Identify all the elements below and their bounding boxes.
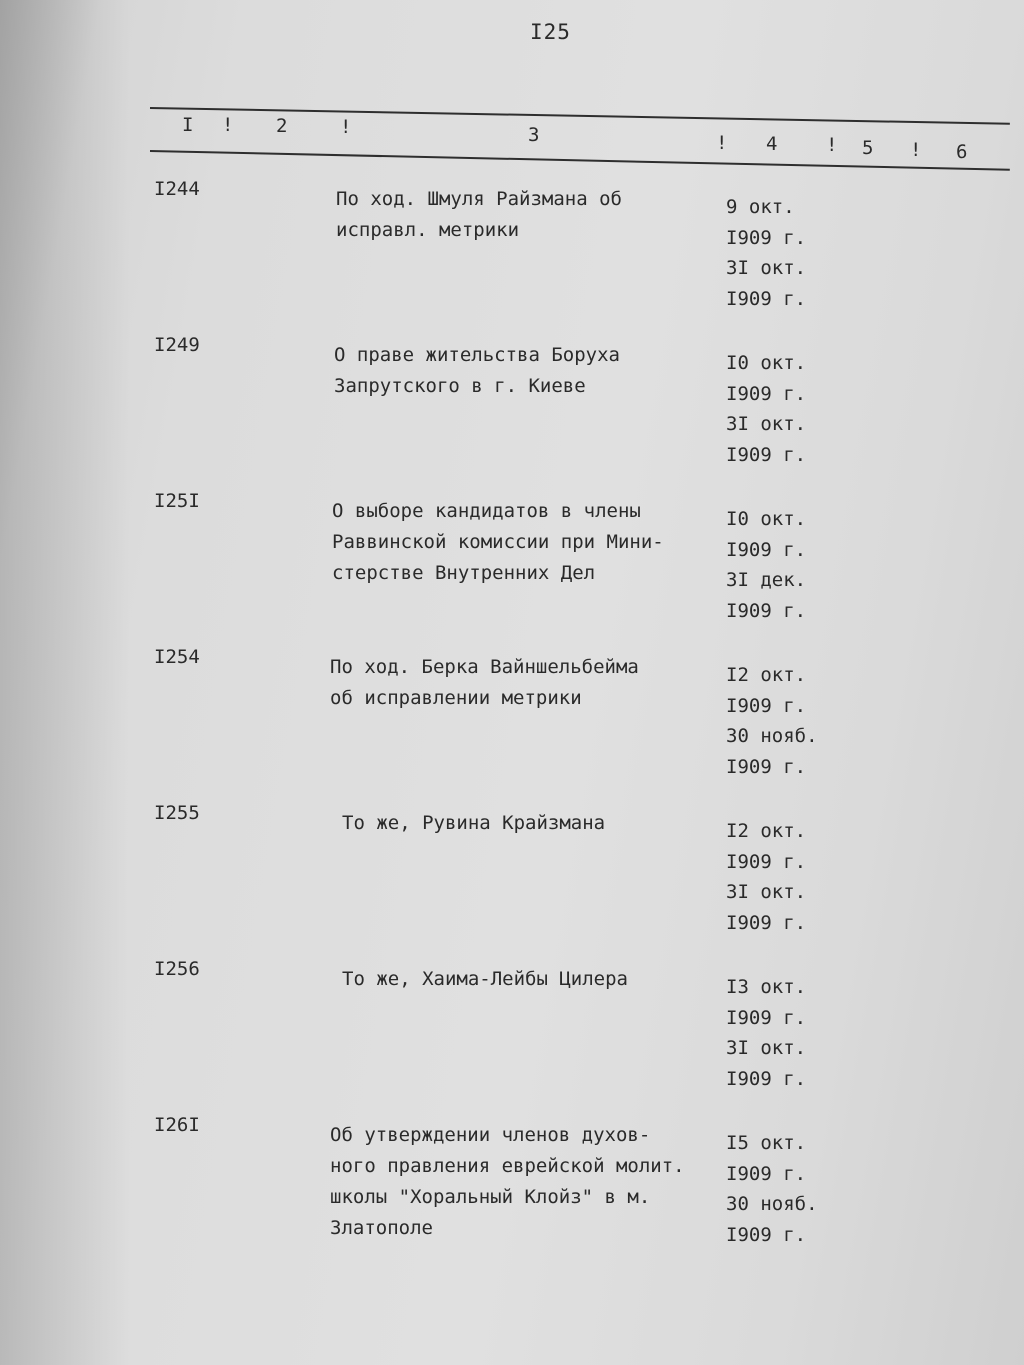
header-rule-bottom (150, 150, 1010, 171)
header-separator: ! (716, 132, 728, 154)
date-start: I0 окт. (726, 352, 807, 374)
case-dates (726, 660, 818, 782)
case-number: I254 (154, 646, 200, 668)
date-start-year: I909 г. (726, 538, 807, 561)
date-end-year: I909 г. (726, 287, 807, 310)
date-start: I5 окт. (726, 1132, 807, 1154)
header-separator: ! (340, 116, 352, 138)
header-col-4: 4 (766, 133, 778, 155)
date-start: I3 окт. (726, 976, 807, 998)
date-start: I2 окт. (726, 820, 807, 842)
table-row (0, 802, 1024, 952)
case-title: О праве жительства Боруха Запрутского в г. Киеве (334, 344, 620, 397)
date-start-year: I909 г. (726, 226, 807, 249)
case-number: I26I (154, 1114, 200, 1136)
case-title: То же, Рувина Крайзмана (342, 812, 606, 834)
date-end: 30 нояб. (726, 1193, 818, 1215)
header-separator: ! (222, 114, 234, 136)
case-dates (726, 1128, 818, 1250)
case-dates (726, 504, 806, 626)
table-row (0, 178, 1024, 328)
date-start-year: I909 г. (726, 694, 807, 717)
date-start-year: I909 г. (726, 850, 807, 873)
date-end-year: I909 г. (726, 443, 807, 466)
date-end-year: I909 г. (726, 599, 807, 622)
table-row (0, 490, 1024, 640)
date-end: 3I окт. (726, 413, 807, 435)
case-dates (726, 348, 806, 470)
table-row (0, 1114, 1024, 1264)
case-dates (726, 816, 806, 938)
case-title: По ход. Берка Вайншельбейма об исправлении метрики (330, 656, 639, 709)
page-number: I25 (530, 20, 571, 44)
date-end-year: I909 г. (726, 755, 807, 778)
date-end: 30 нояб. (726, 725, 818, 747)
date-start: 9 окт. (726, 196, 795, 218)
header-col-2: 2 (276, 115, 288, 137)
table-row (0, 958, 1024, 1108)
date-end: 3I окт. (726, 1037, 807, 1059)
date-start: I2 окт. (726, 664, 807, 686)
date-start-year: I909 г. (726, 1006, 807, 1029)
header-col-5: 5 (862, 137, 874, 159)
date-start-year: I909 г. (726, 382, 807, 405)
case-number: I25I (154, 490, 200, 512)
date-end-year: I909 г. (726, 911, 807, 934)
date-end: 3I дек. (726, 569, 807, 591)
case-number: I244 (154, 178, 200, 200)
date-end-year: I909 г. (726, 1067, 807, 1090)
date-start: I0 окт. (726, 508, 807, 530)
case-title: По ход. Шмуля Райзмана об исправл. метрики (336, 188, 622, 241)
case-title: Об утверждении членов духов- ного правления еврейской молит. школы "Хоральный Клойз" в м. Златополе (330, 1124, 685, 1239)
header-separator: ! (826, 134, 838, 156)
header-separator: ! (910, 139, 922, 161)
header-col-1: I (182, 114, 194, 136)
case-number: I256 (154, 958, 200, 980)
date-start-year: I909 г. (726, 1162, 807, 1185)
header-col-6: 6 (956, 141, 968, 163)
case-dates (726, 192, 806, 314)
case-number: I255 (154, 802, 200, 824)
date-end: 3I окт. (726, 881, 807, 903)
case-dates (726, 972, 806, 1094)
table-row (0, 334, 1024, 484)
table-row (0, 646, 1024, 796)
case-title: О выборе кандидатов в члены Раввинской комиссии при Мини- стерстве Внутренних Дел (332, 500, 664, 584)
case-number: I249 (154, 334, 200, 356)
date-end: 3I окт. (726, 257, 807, 279)
date-end-year: I909 г. (726, 1223, 807, 1246)
header-col-3: 3 (528, 124, 540, 146)
case-title: То же, Хаима-Лейбы Цилера (342, 968, 628, 990)
